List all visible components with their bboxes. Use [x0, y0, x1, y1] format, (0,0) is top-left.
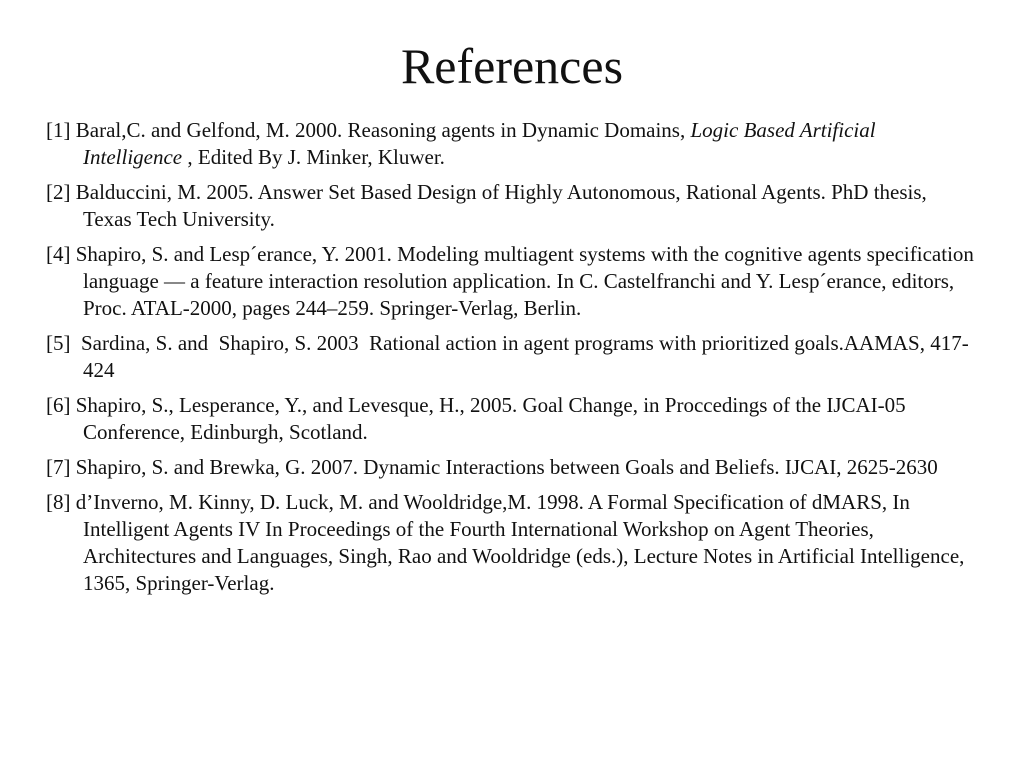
reference-number: [4] [46, 242, 71, 266]
reference-item-8 [46, 489, 976, 597]
reference-number: [2] [46, 180, 71, 204]
reference-text: Shapiro, S. and Lesp´erance, Y. 2001. Modeling multiagent systems with the cognitive agents specification language — a feature interaction resolution application. In C. Castelfranchi and Y. Lesp´erance, editors, Proc. ATAL-2000, pages 244–259. Springer-Verlag, Berlin. [70, 242, 974, 320]
reference-item-6 [46, 392, 976, 446]
reference-number: [8] [46, 490, 71, 514]
reference-text: d’Inverno, M. Kinny, D. Luck, M. and Wooldridge,M. 1998. A Formal Specification of dMARS, In Intelligent Agents IV In Proceedings of the Fourth International Workshop on Agent Theories, Architectures and Languages, Singh, Rao and Wooldridge (eds.), Lecture Notes in Artificial Intelligence, 1365, Springer-Verlag. [70, 490, 965, 595]
reference-text: Balduccini, M. 2005. Answer Set Based Design of Highly Autonomous, Rational Agents. PhD thesis, Texas Tech University. [70, 180, 927, 231]
reference-item-5 [46, 330, 976, 384]
reference-italic-title: Logic Based Artificial Intelligence [83, 118, 876, 169]
reference-text: Shapiro, S. and Brewka, G. 2007. Dynamic Interactions between Goals and Beliefs. IJCAI, 2625-2630 [70, 455, 938, 479]
reference-item-4 [46, 241, 976, 322]
reference-number: [7] [46, 455, 71, 479]
reference-text: Baral,C. and Gelfond, M. 2000. Reasoning agents in Dynamic Domains, [70, 118, 691, 142]
slide-title: References [400, 38, 624, 94]
reference-item-2 [46, 179, 976, 233]
reference-list [46, 117, 976, 605]
reference-text: Sardina, S. and Shapiro, S. 2003 Rational action in agent programs with prioritized goals.AAMAS, 417-424 [70, 331, 969, 382]
reference-text: Shapiro, S., Lesperance, Y., and Levesque, H., 2005. Goal Change, in Proccedings of the IJCAI-05 Conference, Edinburgh, Scotland. [70, 393, 906, 444]
reference-number: [6] [46, 393, 71, 417]
reference-item-7 [46, 454, 976, 481]
reference-number: [5] [46, 331, 71, 355]
reference-number: [1] [46, 118, 71, 142]
reference-text-end: , Edited By J. Minker, Kluwer. [182, 145, 445, 169]
reference-item-1 [46, 117, 976, 171]
